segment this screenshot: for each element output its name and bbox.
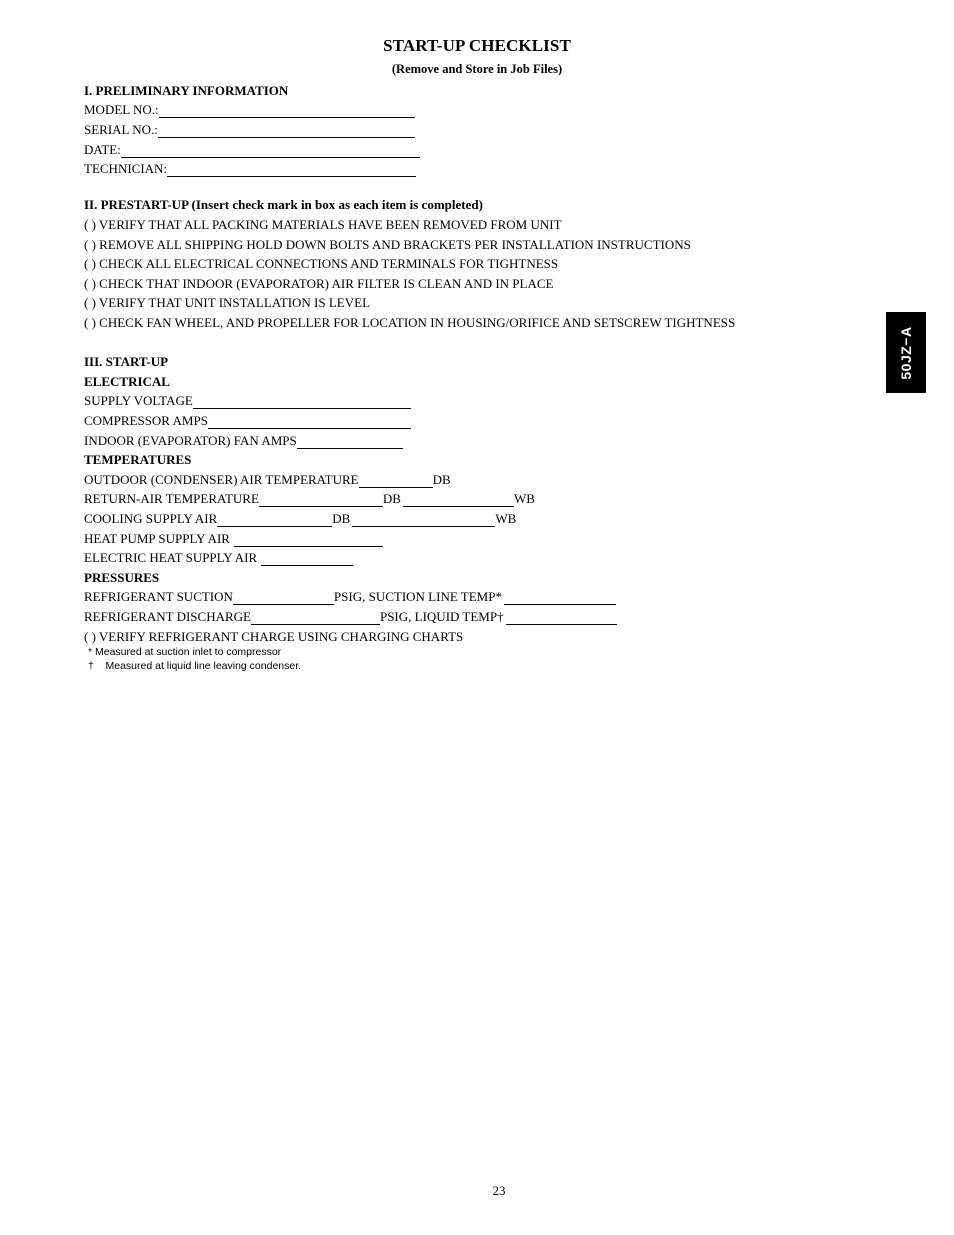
- fan-amps-field[interactable]: [297, 434, 403, 449]
- suction-unit-label: PSIG, SUCTION LINE TEMP*: [333, 589, 502, 604]
- prestart-item[interactable]: ( ) VERIFY THAT UNIT INSTALLATION IS LEVEL: [84, 295, 371, 310]
- model-no-label: MODEL NO.:: [84, 102, 159, 117]
- outdoor-temp-label: OUTDOOR (CONDENSER) AIR TEMPERATURE: [84, 472, 359, 487]
- compressor-amps-label: COMPRESSOR AMPS: [84, 413, 208, 428]
- electric-heat-field[interactable]: [261, 551, 353, 566]
- suction-row: [84, 589, 616, 605]
- suction-label: REFRIGERANT SUCTION: [84, 589, 233, 604]
- cooling-supply-label: COOLING SUPPLY AIR: [84, 511, 218, 526]
- serial-no-field[interactable]: [158, 123, 415, 138]
- db-label: DB: [382, 491, 401, 506]
- discharge-row: [84, 609, 617, 625]
- outdoor-temp-row: [84, 472, 451, 488]
- liquid-temp-field[interactable]: [506, 610, 617, 625]
- startup-heading: III. START-UP: [84, 354, 169, 369]
- model-no-row: [84, 102, 415, 118]
- return-air-label: RETURN-AIR TEMPERATURE: [84, 491, 259, 506]
- discharge-psig-field[interactable]: [251, 610, 380, 625]
- cooling-supply-wb-field[interactable]: [352, 512, 495, 527]
- heat-pump-field[interactable]: [234, 532, 383, 547]
- return-air-wb-field[interactable]: [403, 492, 514, 507]
- supply-voltage-field[interactable]: [193, 394, 411, 409]
- supply-voltage-row: [84, 393, 411, 409]
- cooling-supply-row: [84, 511, 516, 527]
- fan-amps-label: INDOOR (EVAPORATOR) FAN AMPS: [84, 433, 297, 448]
- fan-amps-row: [84, 433, 403, 449]
- page-number: 23: [492, 1183, 506, 1198]
- serial-no-row: [84, 122, 415, 138]
- db-label: DB: [432, 472, 451, 487]
- electric-heat-row: [84, 550, 353, 566]
- page-subtitle: (Remove and Store in Job Files): [391, 62, 563, 76]
- wb-label: WB: [513, 491, 535, 506]
- model-no-field[interactable]: [159, 103, 415, 118]
- discharge-unit-label: PSIG, LIQUID TEMP†: [379, 609, 504, 624]
- prestart-item[interactable]: ( ) CHECK FAN WHEEL, AND PROPELLER FOR LOCATION IN HOUSING/ORIFICE AND SETSCREW TIGHTNESS: [84, 315, 736, 330]
- heat-pump-row: [84, 531, 383, 547]
- footnote: † Measured at liquid line leaving condenser.: [88, 660, 302, 672]
- serial-no-label: SERIAL NO.:: [84, 122, 158, 137]
- footnote: * Measured at suction inlet to compressor: [88, 646, 282, 658]
- compressor-amps-field[interactable]: [208, 414, 411, 429]
- electric-heat-label: ELECTRIC HEAT SUPPLY AIR: [84, 550, 258, 565]
- db-label: DB: [332, 511, 351, 526]
- return-air-db-field[interactable]: [259, 492, 383, 507]
- return-air-row: [84, 491, 535, 507]
- prestart-item[interactable]: ( ) CHECK ALL ELECTRICAL CONNECTIONS AND TERMINALS FOR TIGHTNESS: [84, 256, 559, 271]
- technician-label: TECHNICIAN:: [84, 161, 168, 176]
- compressor-amps-row: [84, 413, 411, 429]
- side-tab-label: 50JZ−A: [898, 325, 914, 380]
- page-title: START-UP CHECKLIST: [383, 36, 571, 55]
- date-label: DATE:: [84, 142, 121, 157]
- suction-psig-field[interactable]: [233, 590, 334, 605]
- prestart-heading: II. PRESTART-UP (Insert check mark in box as each item is completed): [84, 197, 483, 212]
- wb-label: WB: [495, 511, 517, 526]
- prestart-item[interactable]: ( ) VERIFY THAT ALL PACKING MATERIALS HAVE BEEN REMOVED FROM UNIT: [84, 217, 562, 232]
- suction-temp-field[interactable]: [504, 590, 616, 605]
- discharge-label: REFRIGERANT DISCHARGE: [84, 609, 251, 624]
- side-tab: [886, 312, 926, 393]
- prestart-item[interactable]: ( ) CHECK THAT INDOOR (EVAPORATOR) AIR FILTER IS CLEAN AND IN PLACE: [84, 276, 554, 291]
- pressures-heading: PRESSURES: [84, 570, 160, 585]
- outdoor-db-field[interactable]: [359, 473, 433, 488]
- temperatures-heading: TEMPERATURES: [84, 452, 192, 467]
- supply-voltage-label: SUPPLY VOLTAGE: [84, 393, 193, 408]
- heat-pump-label: HEAT PUMP SUPPLY AIR: [84, 531, 230, 546]
- cooling-supply-db-field[interactable]: [217, 512, 332, 527]
- prestart-item[interactable]: ( ) REMOVE ALL SHIPPING HOLD DOWN BOLTS AND BRACKETS PER INSTALLATION INSTRUCTIONS: [84, 237, 691, 252]
- technician-row: [84, 161, 416, 177]
- preliminary-heading: I. PRELIMINARY INFORMATION: [84, 83, 289, 98]
- verify-charge-item[interactable]: ( ) VERIFY REFRIGERANT CHARGE USING CHARGING CHARTS: [84, 629, 464, 644]
- date-row: [84, 142, 420, 158]
- date-field[interactable]: [121, 143, 420, 158]
- technician-field[interactable]: [167, 162, 416, 177]
- electrical-heading: ELECTRICAL: [84, 374, 170, 389]
